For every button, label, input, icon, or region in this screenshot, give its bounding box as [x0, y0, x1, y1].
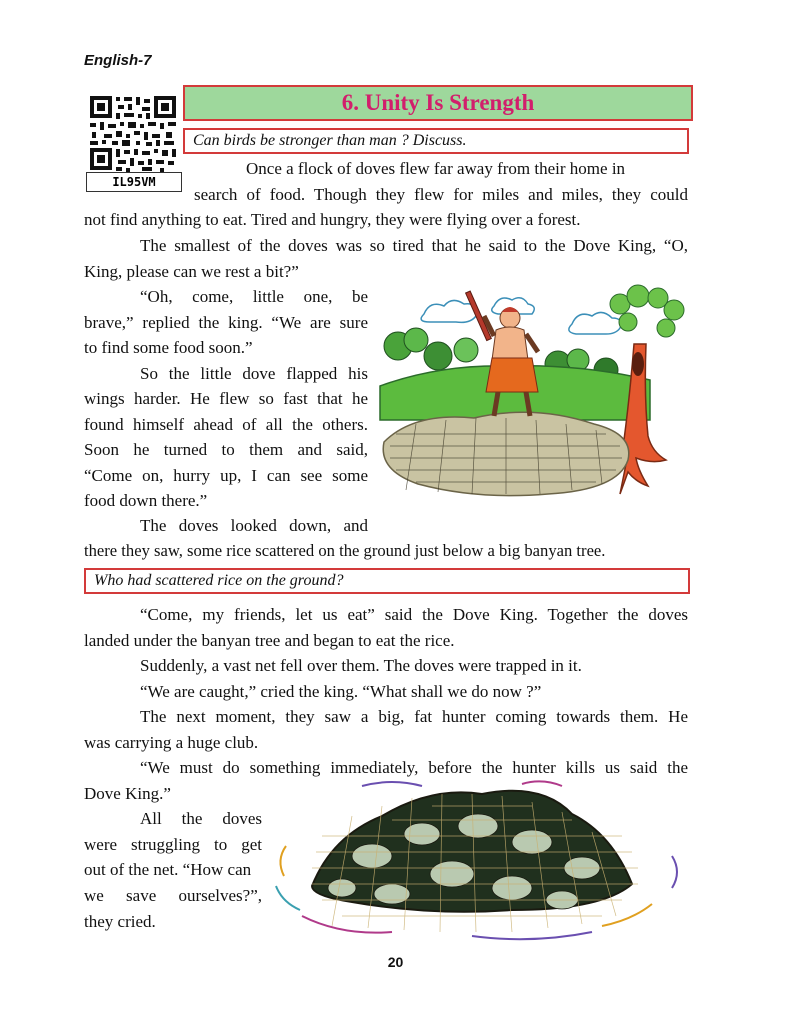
story-line: not find anything to eat. Tired and hungry, they were flying over a forest.: [84, 210, 581, 229]
story-line: search of food. Though they flew for miles and miles, they could: [194, 185, 688, 204]
story-line: The next moment, they saw a big, fat hunter coming towards them. He: [140, 707, 688, 726]
story-line: “We are caught,” cried the king. “What shall we do now ?”: [140, 682, 542, 701]
book-subject-header: English-7: [84, 52, 152, 69]
story-line: they cried.: [84, 912, 156, 931]
story-line: found himself ahead of all the others.: [84, 415, 368, 434]
story-line: So the little dove flapped his: [140, 364, 368, 383]
qr-code-pattern: [86, 94, 182, 174]
qr-code: [86, 94, 182, 196]
story-line: food down there.”: [84, 491, 208, 510]
story-line: we save ourselves?”,: [84, 886, 262, 905]
story-line: Soon he turned to them and said,: [84, 440, 368, 459]
story-line: “We must do something immediately, before the hunter kills us said the: [140, 758, 688, 777]
discussion-question-box: Can birds be stronger than man ? Discuss.: [183, 128, 689, 154]
story-line: The doves looked down, and: [140, 516, 368, 535]
story-line: The smallest of the doves was so tired that he said to the Dove King, “O,: [140, 236, 688, 255]
story-line: was carrying a huge club.: [84, 733, 259, 752]
story-line: were struggling to get: [84, 835, 262, 854]
story-line: “Come on, hurry up, I can see some: [84, 466, 368, 485]
story-line: brave,” replied the king. “We are sure: [84, 313, 368, 332]
chapter-title: 6. Unity Is Strength: [341, 90, 535, 115]
chapter-title-banner: [183, 85, 693, 121]
story-line: King, please can we rest a bit?”: [84, 262, 299, 281]
story-line: to find some food soon.”: [84, 338, 253, 357]
story-line: “Oh, come, little one, be: [140, 287, 368, 306]
story-line: landed under the banyan tree and began to eat the rice.: [84, 631, 455, 650]
page-number: 20: [387, 954, 404, 970]
story-line: wings harder. He flew so fast that he: [84, 389, 368, 408]
story-line: out of the net. “How can: [84, 860, 252, 879]
story-line: Suddenly, a vast net fell over them. The doves were trapped in it.: [140, 656, 582, 675]
story-line: All the doves: [140, 809, 262, 828]
story-line: there they saw, some rice scattered on the ground just below a big banyan tree.: [84, 541, 606, 560]
story-line: Once a flock of doves flew far away from their home in: [246, 159, 626, 178]
trapped-doves-net-illustration: [272, 776, 690, 946]
qr-code-label: IL95VM: [86, 172, 182, 192]
hunter-net-illustration: [376, 284, 692, 510]
story-line: Dove King.”: [84, 784, 171, 803]
story-line: “Come, my friends, let us eat” said the Dove King. Together the doves: [140, 605, 688, 624]
comprehension-question-box: Who had scattered rice on the ground?: [84, 568, 690, 594]
